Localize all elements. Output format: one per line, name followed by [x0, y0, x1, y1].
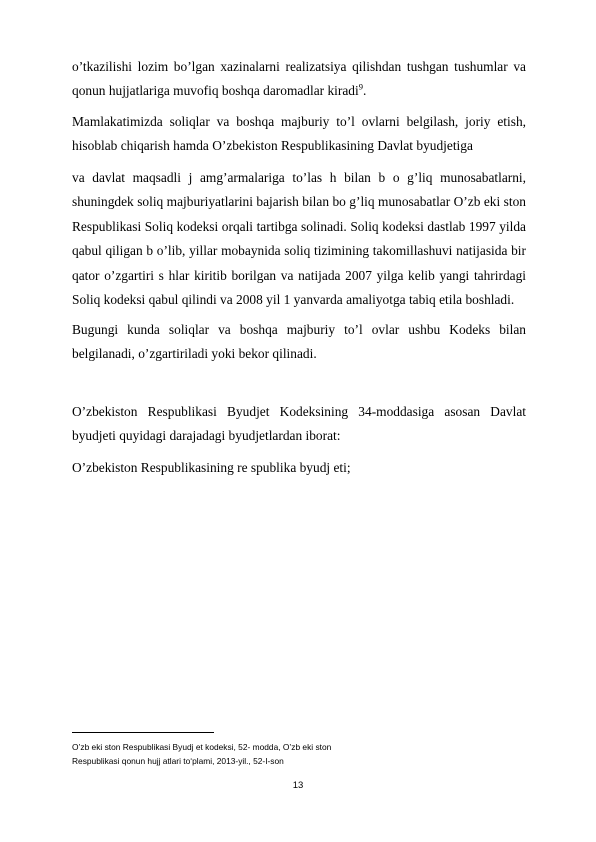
- paragraph-1-text: o’tkazilishi lozim bo’lgan xazinalarni realizatsiya qilishdan tushgan tushumlar va qonun hujjatlariga muvofiq boshqa daromadlar kiradi: [72, 59, 526, 99]
- paragraph-5: O’zbekiston Respublikasi Byudjet Kodeksining 34-moddasiga asosan Davlat byudjeti quyidagi darajadagi byudjetlardan iborat:: [72, 404, 526, 444]
- footnote-line-2: Respublikasi qonun hujj atlari to‘plami, 2013-yil., 52-I-son: [72, 756, 284, 766]
- page-number: 13: [292, 780, 304, 791]
- footnote-reference[interactable]: 9: [358, 81, 363, 92]
- footnote-line-1: O’zb eki ston Respublikasi Byudj et kodeksi, 52- modda, O’zb eki ston: [72, 742, 332, 752]
- paragraph-2: Mamlakatimizda soliqlar va boshqa majburiy to’l ovlarni belgilash, joriy etish, hisoblab chiqarish hamda O’zbekiston Respublikasining Davlat byudjetiga: [72, 114, 526, 154]
- paragraph-1: [72, 55, 526, 104]
- footnote-separator: [72, 732, 214, 733]
- paragraph-3: va davlat maqsadli j amg’armalariga to’las h bilan b o g’liq munosabatlarni, shuningdek soliq majburiyatlarini bajarish bilan bo g’liq munosabatlar O’zb eki ston Respublikasi Soliq kodeksi orqali tartibga solinadi. Soliq kodeksi dastlab 1997 yilda qabul qiligan b o’lib, yillar mobaynida soliq tizimining takomillashuvi natijasida bir qator o’zgartiri s hlar kiritib borilgan va natijada 2007 yilga kelib yangi tahrirdagi Soliq kodeksi qabul qilindi va 2008 yil 1 yanvarda amaliyotga tabiq etila boshladi.: [72, 170, 526, 308]
- paragraph-6: O’zbekiston Respublikasining re spublika byudj eti;: [72, 460, 351, 475]
- paragraph-4: Bugungi kunda soliqlar va boshqa majburiy to’l ovlar ushbu Kodeks bilan belgilanadi, o’zgartiriladi yoki bekor qilinadi.: [72, 322, 526, 362]
- paragraph-1-end: .: [362, 83, 367, 99]
